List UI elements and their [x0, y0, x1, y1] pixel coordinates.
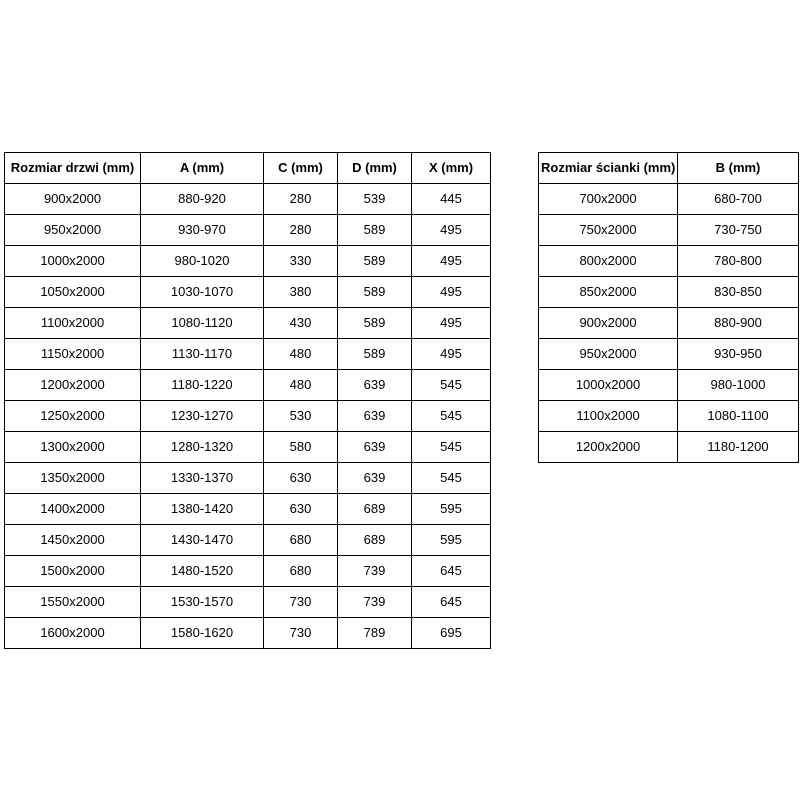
table-cell: 639 — [338, 370, 412, 401]
table-cell: 900x2000 — [539, 308, 678, 339]
table-cell: 789 — [338, 618, 412, 649]
header-row — [5, 153, 491, 184]
table-cell: 750x2000 — [539, 215, 678, 246]
table-cell: 730 — [264, 618, 338, 649]
table-row — [5, 494, 491, 525]
table-cell: 980-1000 — [678, 370, 799, 401]
table-cell: 545 — [412, 370, 491, 401]
table-cell: 780-800 — [678, 246, 799, 277]
wall-table-header — [539, 153, 799, 184]
table-cell: 530 — [264, 401, 338, 432]
table-cell: 545 — [412, 463, 491, 494]
table-cell: 680-700 — [678, 184, 799, 215]
table-row — [5, 370, 491, 401]
table-row — [539, 401, 799, 432]
column-header: Rozmiar ścianki (mm) — [539, 153, 678, 184]
table-cell: 589 — [338, 215, 412, 246]
table-cell: 1450x2000 — [5, 525, 141, 556]
table-cell: 480 — [264, 370, 338, 401]
table-cell: 630 — [264, 494, 338, 525]
column-header: C (mm) — [264, 153, 338, 184]
table-cell: 430 — [264, 308, 338, 339]
table-row — [539, 246, 799, 277]
table-cell: 900x2000 — [5, 184, 141, 215]
table-cell: 1250x2000 — [5, 401, 141, 432]
table-cell: 730-750 — [678, 215, 799, 246]
column-header: Rozmiar drzwi (mm) — [5, 153, 141, 184]
table-cell: 1130-1170 — [141, 339, 264, 370]
table-cell: 930-950 — [678, 339, 799, 370]
table-cell: 1280-1320 — [141, 432, 264, 463]
table-cell: 589 — [338, 277, 412, 308]
table-row — [5, 308, 491, 339]
table-cell: 1050x2000 — [5, 277, 141, 308]
table-cell: 1080-1100 — [678, 401, 799, 432]
table-row — [5, 401, 491, 432]
table-cell: 1200x2000 — [539, 432, 678, 463]
table-cell: 545 — [412, 401, 491, 432]
table-cell: 689 — [338, 525, 412, 556]
table-cell: 280 — [264, 184, 338, 215]
table-row — [539, 184, 799, 215]
table-cell: 1200x2000 — [5, 370, 141, 401]
table-cell: 739 — [338, 556, 412, 587]
table-cell: 695 — [412, 618, 491, 649]
table-cell: 639 — [338, 463, 412, 494]
table-cell: 1030-1070 — [141, 277, 264, 308]
table-cell: 495 — [412, 277, 491, 308]
table-cell: 1100x2000 — [539, 401, 678, 432]
table-cell: 1150x2000 — [5, 339, 141, 370]
table-row — [5, 277, 491, 308]
table-cell: 1580-1620 — [141, 618, 264, 649]
wall-table-body — [539, 184, 799, 463]
wall-panel-size-table — [538, 152, 799, 463]
table-cell: 380 — [264, 277, 338, 308]
table-cell: 639 — [338, 401, 412, 432]
door-size-table — [4, 152, 491, 649]
table-cell: 880-900 — [678, 308, 799, 339]
table-cell: 645 — [412, 587, 491, 618]
table-cell: 280 — [264, 215, 338, 246]
table-cell: 680 — [264, 556, 338, 587]
table-cell: 495 — [412, 246, 491, 277]
table-cell: 1080-1120 — [141, 308, 264, 339]
table-cell: 595 — [412, 525, 491, 556]
table-row — [5, 432, 491, 463]
table-cell: 580 — [264, 432, 338, 463]
table-cell: 589 — [338, 308, 412, 339]
table-cell: 739 — [338, 587, 412, 618]
table-row — [5, 184, 491, 215]
table-row — [539, 432, 799, 463]
table-row — [539, 308, 799, 339]
table-row — [5, 463, 491, 494]
table-row — [539, 215, 799, 246]
table-cell: 730 — [264, 587, 338, 618]
header-row — [539, 153, 799, 184]
table-cell: 630 — [264, 463, 338, 494]
table-cell: 480 — [264, 339, 338, 370]
table-row — [5, 556, 491, 587]
table-cell: 445 — [412, 184, 491, 215]
column-header: X (mm) — [412, 153, 491, 184]
table-cell: 595 — [412, 494, 491, 525]
table-cell: 495 — [412, 308, 491, 339]
table-cell: 830-850 — [678, 277, 799, 308]
table-cell: 1550x2000 — [5, 587, 141, 618]
table-cell: 950x2000 — [539, 339, 678, 370]
table-cell: 495 — [412, 215, 491, 246]
table-row — [539, 277, 799, 308]
table-cell: 689 — [338, 494, 412, 525]
table-row — [5, 215, 491, 246]
table-row — [5, 246, 491, 277]
table-cell: 800x2000 — [539, 246, 678, 277]
table-cell: 930-970 — [141, 215, 264, 246]
table-row — [5, 339, 491, 370]
table-cell: 1400x2000 — [5, 494, 141, 525]
table-cell: 495 — [412, 339, 491, 370]
table-cell: 1530-1570 — [141, 587, 264, 618]
column-header: A (mm) — [141, 153, 264, 184]
table-cell: 589 — [338, 339, 412, 370]
table-cell: 1600x2000 — [5, 618, 141, 649]
table-cell: 680 — [264, 525, 338, 556]
table-cell: 1300x2000 — [5, 432, 141, 463]
column-header: B (mm) — [678, 153, 799, 184]
door-table-header — [5, 153, 491, 184]
table-cell: 1480-1520 — [141, 556, 264, 587]
table-cell: 950x2000 — [5, 215, 141, 246]
table-cell: 1000x2000 — [539, 370, 678, 401]
table-cell: 1500x2000 — [5, 556, 141, 587]
column-header: D (mm) — [338, 153, 412, 184]
table-cell: 850x2000 — [539, 277, 678, 308]
table-row — [5, 525, 491, 556]
table-cell: 639 — [338, 432, 412, 463]
table-cell: 1430-1470 — [141, 525, 264, 556]
table-cell: 980-1020 — [141, 246, 264, 277]
table-cell: 645 — [412, 556, 491, 587]
table-row — [539, 339, 799, 370]
table-cell: 1100x2000 — [5, 308, 141, 339]
table-cell: 1230-1270 — [141, 401, 264, 432]
table-cell: 1350x2000 — [5, 463, 141, 494]
table-cell: 1180-1220 — [141, 370, 264, 401]
table-cell: 700x2000 — [539, 184, 678, 215]
table-cell: 545 — [412, 432, 491, 463]
table-row — [539, 370, 799, 401]
table-cell: 539 — [338, 184, 412, 215]
table-cell: 1180-1200 — [678, 432, 799, 463]
door-table-body — [5, 184, 491, 649]
table-row — [5, 587, 491, 618]
table-cell: 330 — [264, 246, 338, 277]
table-cell: 1380-1420 — [141, 494, 264, 525]
table-cell: 1000x2000 — [5, 246, 141, 277]
table-cell: 1330-1370 — [141, 463, 264, 494]
table-row — [5, 618, 491, 649]
table-cell: 880-920 — [141, 184, 264, 215]
table-cell: 589 — [338, 246, 412, 277]
